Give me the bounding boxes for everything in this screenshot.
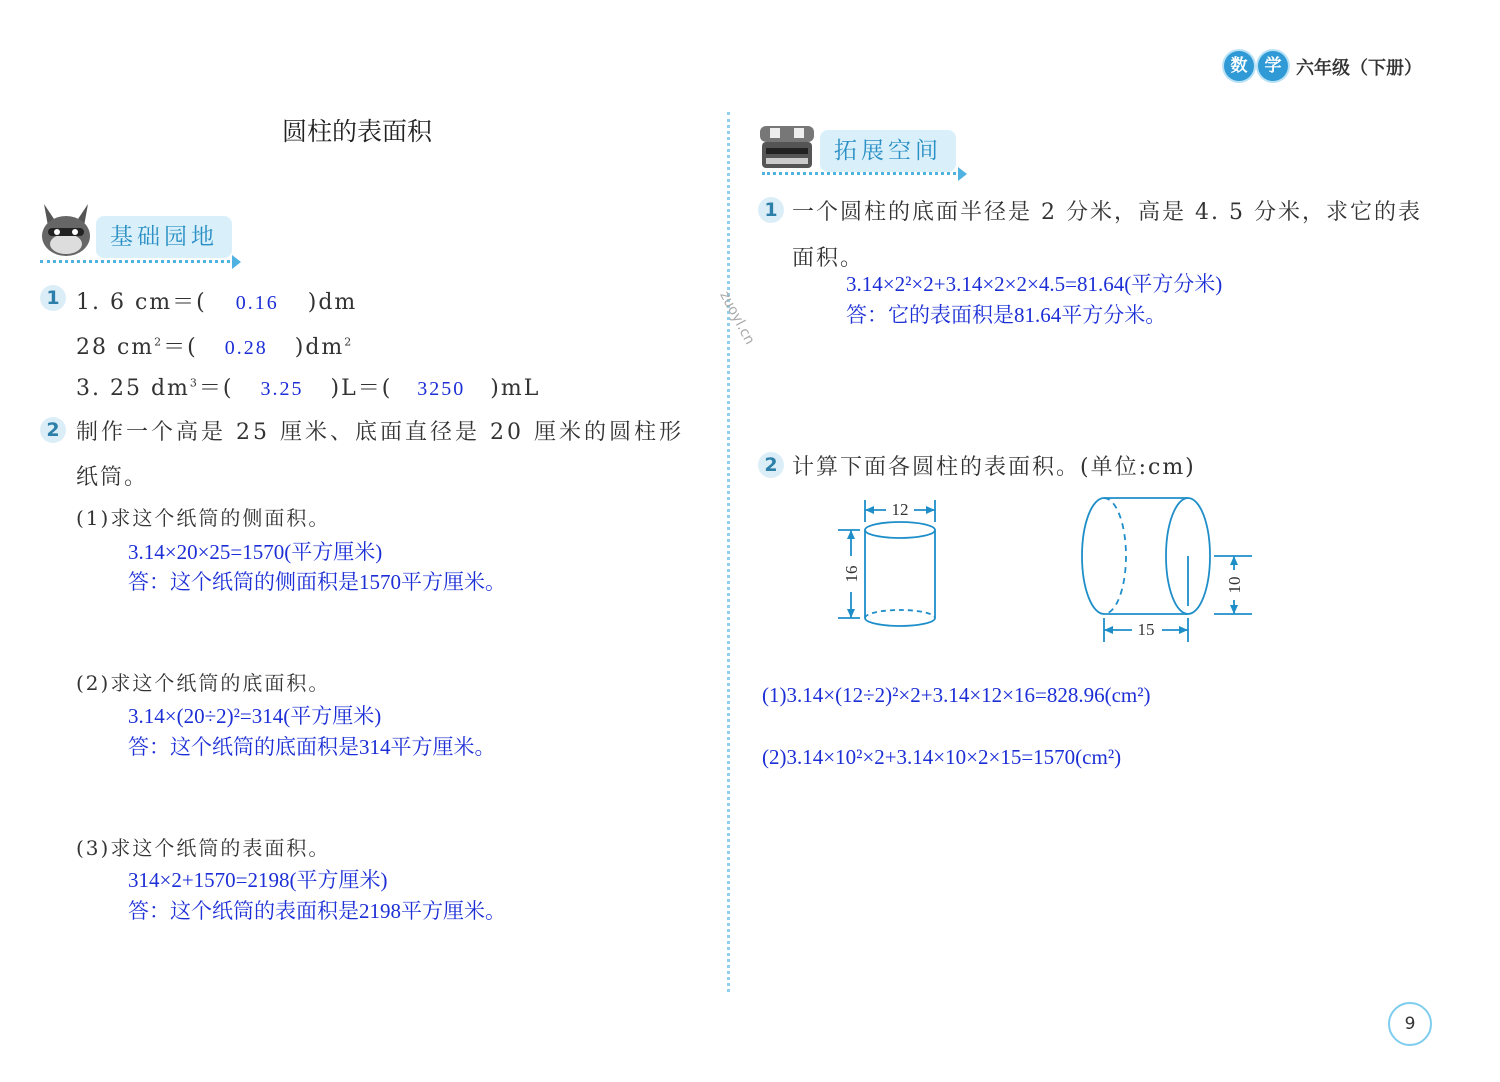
section-underline-basic [40,260,230,263]
page-number: 9 [1388,1002,1432,1046]
q2-text-line2: 纸筒。 [76,465,149,490]
robot-mascot-icon [756,122,818,172]
q1-line2-post: )dm [294,335,345,360]
fig1-height-label: 16 [842,565,861,583]
r1-text-line1: 一个圆柱的底面半径是 2 分米，高是 4. 5 分米，求它的表 [792,200,1422,225]
r2-text: 计算下面各圆柱的表面积。(单位:cm) [792,455,1196,480]
q1-answer-1: 0.16 [235,292,279,314]
section-tag-basic: 基础园地 [96,216,232,258]
question-number-2: 2 [40,417,66,443]
arrow-right-icon [958,167,967,181]
q1-answer-2: 0.28 [224,337,268,359]
watermark: zuoyl.cn [716,288,758,348]
ext-question-number-2: 2 [758,452,784,478]
q1-line1-post: )dm [307,290,358,315]
q2-sub1-calc: 3.14×20×25=1570(平方厘米) [128,540,383,564]
q2-sub2-answer: 答：这个纸筒的底面积是314平方厘米。 [128,735,496,759]
q2-sub2-calc: 3.14×(20÷2)²=314(平方厘米) [128,704,382,728]
section-underline-extend [762,172,956,175]
r1-text-line2: 面积。 [792,246,865,271]
q2-sub3-prompt: (3)求这个纸筒的表面积。 [76,836,331,860]
q1-line3-mid: ＝( [198,376,234,401]
q1-line2 [76,330,353,361]
q1-line1 [76,285,357,316]
header-grade: 六年级（下册） [1296,58,1422,79]
q1-line2-sup: 2 [154,335,164,349]
q1-line2-sup2: 2 [344,335,354,349]
q2-sub1-prompt: (1)求这个纸筒的侧面积。 [76,506,331,530]
r2-answer-2: (2)3.14×10²×2+3.14×10×2×15=1570(cm²) [762,745,1122,769]
q1-line2-pre: 28 cm [76,335,155,360]
q2-sub1-answer: 答：这个纸筒的侧面积是1570平方厘米。 [128,570,506,594]
header-badge-math1: 数 [1224,51,1254,81]
question-number-1: 1 [40,285,66,311]
q1-line1-pre: 1. 6 cm＝( [76,290,207,315]
q1-line3 [76,371,540,402]
q1-line3-sup: 3 [189,376,199,390]
q1-answer-3: 3.25 [260,378,304,400]
section-tag-extend: 拓展空间 [820,130,956,172]
q1-line2-mid: ＝( [163,335,198,360]
r2-answer-1: (1)3.14×(12÷2)²×2+3.14×12×16=828.96(cm²) [762,683,1151,707]
q1-line3-pre: 3. 25 dm [76,376,190,401]
q1-line3-post: )mL [490,376,541,401]
header-badge-math2: 学 [1258,51,1288,81]
q2-text-line1: 制作一个高是 25 厘米、底面直径是 20 厘米的圆柱形 [76,420,684,445]
fig2-height-label: 10 [1225,576,1244,594]
page-title: 圆柱的表面积 [282,117,433,146]
ext-question-number-1: 1 [758,197,784,223]
fig2-length-label: 15 [1137,620,1155,639]
q2-sub2-prompt: (2)求这个纸筒的底面积。 [76,671,331,695]
page-divider [727,112,730,992]
arrow-right-icon [232,255,241,269]
q2-sub3-answer: 答：这个纸筒的表面积是2198平方厘米。 [128,899,506,923]
r1-answer: 答：它的表面积是81.64平方分米。 [846,303,1167,327]
fig1-diameter-label: 12 [891,500,909,519]
q1-line3-mid2: )L＝( [330,376,393,401]
bunny-mascot-icon [38,200,94,258]
cylinder-figure-2 [1074,492,1258,648]
q1-answer-4: 3250 [417,378,466,400]
q2-sub3-calc: 314×2+1570=2198(平方厘米) [128,868,388,892]
cylinder-figure-1 [830,494,950,640]
r1-calc: 3.14×2²×2+3.14×2×2×4.5=81.64(平方分米) [846,272,1223,296]
